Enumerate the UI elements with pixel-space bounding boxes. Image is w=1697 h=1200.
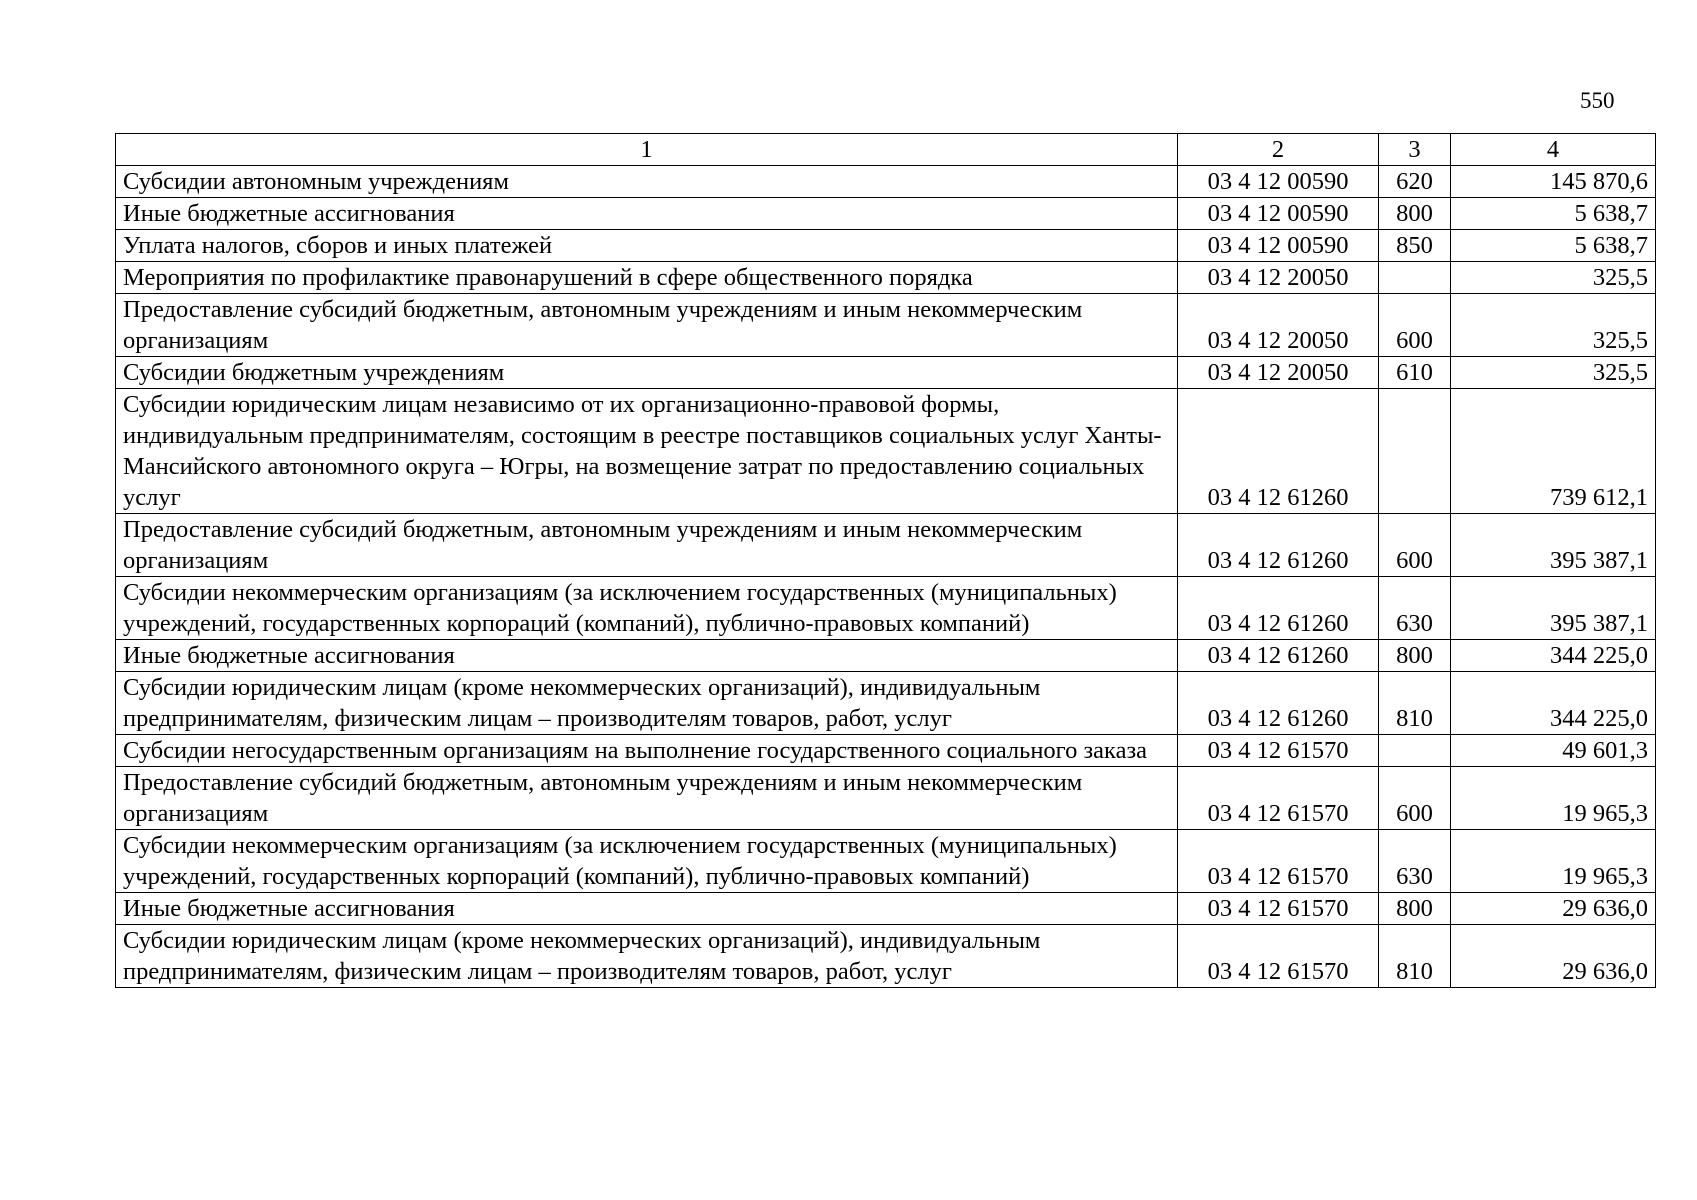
table-row — [116, 830, 1656, 893]
table-row — [116, 166, 1656, 198]
row-kind: 630 — [1379, 830, 1451, 893]
row-amount: 29 636,0 — [1451, 893, 1656, 925]
row-amount: 19 965,3 — [1451, 767, 1656, 830]
row-description: Мероприятия по профилактике правонарушений в сфере общественного порядка — [116, 262, 1178, 294]
row-amount: 344 225,0 — [1451, 640, 1656, 672]
table-row — [116, 389, 1656, 514]
row-code: 03 4 12 61260 — [1178, 577, 1379, 640]
row-kind: 610 — [1379, 357, 1451, 389]
row-description: Субсидии некоммерческим организациям (за исключением государственных (муниципальных) учреждений, государственных корпораций (компаний), публично-правовых компаний) — [116, 577, 1178, 640]
row-description: Субсидии негосударственным организациям на выполнение государственного социального заказа — [116, 735, 1178, 767]
row-amount: 325,5 — [1451, 294, 1656, 357]
row-description: Иные бюджетные ассигнования — [116, 640, 1178, 672]
row-amount: 325,5 — [1451, 262, 1656, 294]
row-kind: 800 — [1379, 640, 1451, 672]
row-amount: 5 638,7 — [1451, 230, 1656, 262]
row-amount: 344 225,0 — [1451, 672, 1656, 735]
row-description: Иные бюджетные ассигнования — [116, 198, 1178, 230]
row-kind: 810 — [1379, 925, 1451, 988]
row-kind — [1379, 389, 1451, 514]
table-row — [116, 198, 1656, 230]
row-kind: 600 — [1379, 514, 1451, 577]
table-row — [116, 893, 1656, 925]
row-description: Субсидии юридическим лицам (кроме некоммерческих организаций), индивидуальным предпринимателям, физическим лицам – производителям товаров, работ, услуг — [116, 925, 1178, 988]
row-code: 03 4 12 61570 — [1178, 893, 1379, 925]
row-description: Уплата налогов, сборов и иных платежей — [116, 230, 1178, 262]
row-code: 03 4 12 61260 — [1178, 672, 1379, 735]
row-code: 03 4 12 61260 — [1178, 389, 1379, 514]
table-row — [116, 294, 1656, 357]
table-row — [116, 577, 1656, 640]
table-row — [116, 767, 1656, 830]
row-code: 03 4 12 61570 — [1178, 767, 1379, 830]
row-kind: 810 — [1379, 672, 1451, 735]
row-amount: 29 636,0 — [1451, 925, 1656, 988]
row-amount: 325,5 — [1451, 357, 1656, 389]
row-code: 03 4 12 20050 — [1178, 294, 1379, 357]
row-description: Иные бюджетные ассигнования — [116, 893, 1178, 925]
row-kind: 850 — [1379, 230, 1451, 262]
row-description: Субсидии юридическим лицам (кроме некоммерческих организаций), индивидуальным предпринимателям, физическим лицам – производителям товаров, работ, услуг — [116, 672, 1178, 735]
row-description: Субсидии юридическим лицам независимо от их организационно-правовой формы, индивидуальным предпринимателям, состоящим в реестре поставщиков социальных услуг Ханты-Мансийского автономного округа – Югры, на возмещение затрат по предоставлению социальных услуг — [116, 389, 1178, 514]
table-row — [116, 357, 1656, 389]
row-code: 03 4 12 61260 — [1178, 640, 1379, 672]
row-amount: 145 870,6 — [1451, 166, 1656, 198]
row-description: Предоставление субсидий бюджетным, автономным учреждениям и иным некоммерческим организациям — [116, 514, 1178, 577]
row-amount: 739 612,1 — [1451, 389, 1656, 514]
row-kind: 800 — [1379, 893, 1451, 925]
row-code: 03 4 12 00590 — [1178, 166, 1379, 198]
row-kind: 620 — [1379, 166, 1451, 198]
column-header-4: 4 — [1451, 134, 1656, 166]
column-header-2: 2 — [1178, 134, 1379, 166]
row-kind: 600 — [1379, 294, 1451, 357]
table-row — [116, 672, 1656, 735]
budget-table — [115, 133, 1656, 988]
row-amount: 49 601,3 — [1451, 735, 1656, 767]
column-header-1: 1 — [116, 134, 1178, 166]
row-amount: 5 638,7 — [1451, 198, 1656, 230]
row-code: 03 4 12 00590 — [1178, 230, 1379, 262]
row-amount: 395 387,1 — [1451, 577, 1656, 640]
row-kind — [1379, 735, 1451, 767]
table-row — [116, 735, 1656, 767]
row-kind: 600 — [1379, 767, 1451, 830]
row-code: 03 4 12 61570 — [1178, 925, 1379, 988]
table-row — [116, 925, 1656, 988]
table-row — [116, 262, 1656, 294]
row-code: 03 4 12 00590 — [1178, 198, 1379, 230]
table-row — [116, 230, 1656, 262]
row-description: Субсидии бюджетным учреждениям — [116, 357, 1178, 389]
row-amount: 395 387,1 — [1451, 514, 1656, 577]
row-description: Субсидии автономным учреждениям — [116, 166, 1178, 198]
row-code: 03 4 12 61260 — [1178, 514, 1379, 577]
row-description: Предоставление субсидий бюджетным, автономным учреждениям и иным некоммерческим организациям — [116, 767, 1178, 830]
table-row — [116, 640, 1656, 672]
row-kind: 630 — [1379, 577, 1451, 640]
row-description: Субсидии некоммерческим организациям (за исключением государственных (муниципальных) учреждений, государственных корпораций (компаний), публично-правовых компаний) — [116, 830, 1178, 893]
row-code: 03 4 12 20050 — [1178, 357, 1379, 389]
row-code: 03 4 12 20050 — [1178, 262, 1379, 294]
row-kind: 800 — [1379, 198, 1451, 230]
table-header-row — [116, 134, 1656, 166]
row-code: 03 4 12 61570 — [1178, 735, 1379, 767]
page-number: 550 — [1580, 88, 1615, 113]
table-row — [116, 514, 1656, 577]
row-description: Предоставление субсидий бюджетным, автономным учреждениям и иным некоммерческим организациям — [116, 294, 1178, 357]
row-amount: 19 965,3 — [1451, 830, 1656, 893]
row-code: 03 4 12 61570 — [1178, 830, 1379, 893]
column-header-3: 3 — [1379, 134, 1451, 166]
row-kind — [1379, 262, 1451, 294]
